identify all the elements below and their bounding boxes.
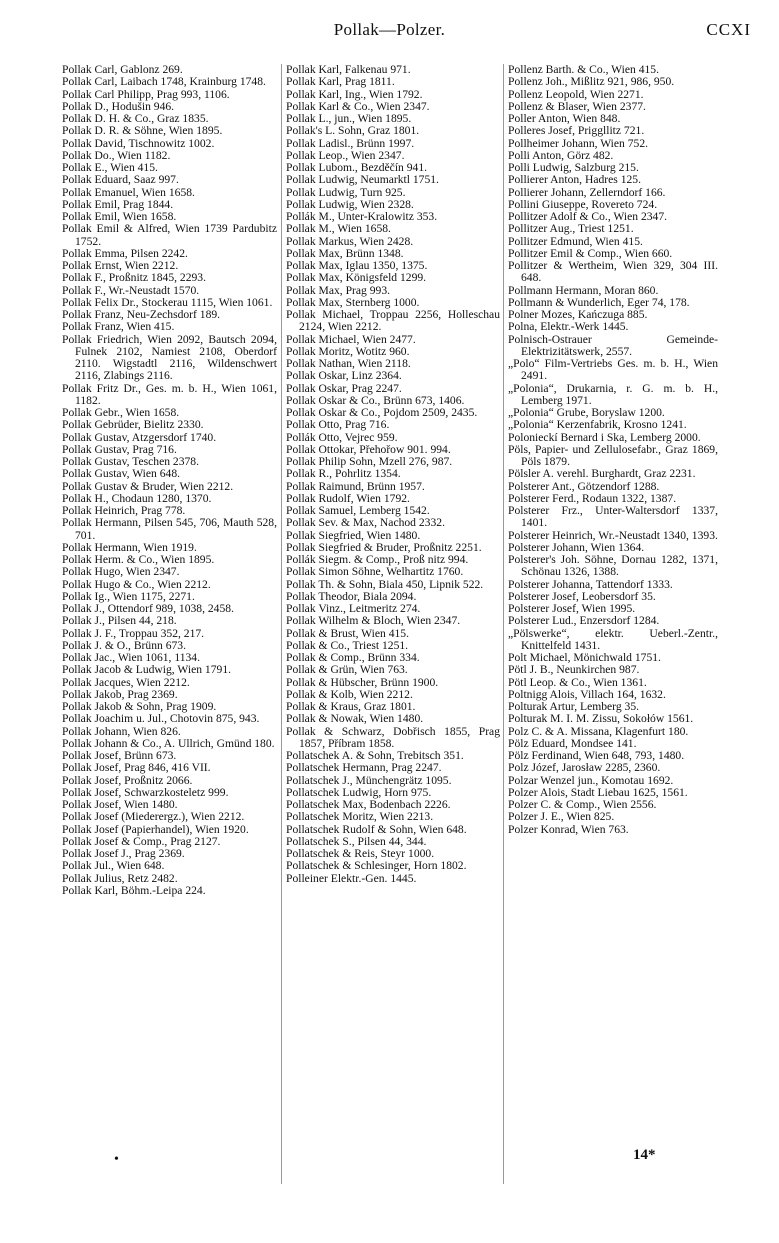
directory-entry: Pollak Oskar, Prag 2247. (286, 381, 402, 395)
directory-entry: Pollak Raimund, Brünn 1957. (286, 479, 425, 493)
directory-entry: Pollenz Leopold, Wien 2271. (508, 87, 644, 101)
directory-entry: Polsterer Ant., Götzendorf 1288. (508, 479, 660, 493)
directory-entry: Pollak & Schwarz, Dobřisch 1855, Prag 1857, Příbram 1858. (286, 724, 500, 750)
directory-entry: „Pölswerke“, elektr. Ueberl.-Zentr., Knittelfeld 1431. (508, 626, 718, 652)
directory-entry: Pollak J., Pilsen 44, 218. (62, 614, 177, 628)
directory-entry: Pollak Oskar & Co., Pojdom 2509, 2435. (286, 406, 478, 419)
directory-entry: Pollatschek & Reis, Steyr 1000. (286, 847, 435, 860)
directory-entry: Polsterer Heinrich, Wr.-Neustadt 1340, 1393. (508, 528, 718, 542)
directory-entry: Pollak Do., Wien 1182. (62, 148, 171, 162)
directory-entry: „Polonia“, Drukarnia, r. G. m. b. H., Lemberg 1971. (508, 381, 718, 407)
directory-entry: Pollak Max, Prag 993. (286, 283, 391, 297)
directory-entry: Polsterer Johanna, Tattendorf 1333. (508, 577, 673, 591)
directory-entry: Pollak Gebr., Wien 1658. (62, 406, 180, 419)
directory-entry: Pollak H., Chodaun 1280, 1370. (62, 491, 212, 505)
directory-entry: Pollak Friedrich, Wien 2092, Bautsch 2094, Fulnek 2102, Namiest 2108, Oberdorf 2110. Wigstadtl 2116, Wildenschwert 2116, Zlabings 2116. (62, 332, 277, 383)
directory-entry: Pollak Josef, Wien 1480. (62, 798, 178, 811)
directory-entry: Pollak Josef & Comp., Prag 2127. (62, 834, 221, 848)
directory-entry: Pollak Emma, Pilsen 2242. (62, 246, 188, 260)
directory-entry: Pollak D. H. & Co., Graz 1835. (62, 112, 209, 125)
directory-entry: Pollák Otto, Vejrec 959. (286, 430, 398, 444)
directory-entry: Pollak Simon Söhne, Welhartitz 1760. (286, 565, 464, 579)
directory-entry: Pollak Carl, Gablonz 269. (62, 63, 183, 76)
directory-entry: Polzer J. E., Wien 825. (508, 810, 615, 824)
signature-mark: 14* (633, 1147, 656, 1163)
directory-entry: Pollak Leop., Wien 2347. (286, 148, 405, 162)
directory-entry: Poller Anton, Wien 848. (508, 112, 621, 125)
directory-entry: Pollak & Co., Triest 1251. (286, 638, 409, 652)
directory-entry: Pollenz & Blaser, Wien 2377. (508, 99, 646, 113)
directory-entry: Pollák M., Unter-Kralowitz 353. (286, 210, 438, 223)
directory-entry: Pollak J. F., Troppau 352, 217. (62, 626, 205, 640)
directory-entry: Polsterer Ferd., Rodaun 1322, 1387. (508, 491, 677, 505)
directory-entry: Pollak Eduard, Saaz 997. (62, 173, 179, 187)
directory-entry: Pollak Sev. & Max, Nachod 2332. (286, 516, 445, 530)
directory-entry: Pollak Gustav, Teschen 2378. (62, 455, 200, 468)
directory-entry: Pollak Johann & Co., A. Ullrich, Gmünd 180. (62, 736, 275, 750)
directory-entry: Polna, Elektr.-Werk 1445. (508, 320, 629, 334)
directory-entry: Pollak & Hübscher, Brünn 1900. (286, 675, 439, 689)
directory-entry: Pollatschek Rudolf & Sohn, Wien 648. (286, 822, 467, 836)
directory-entry: Polsterer Frz., Unter-Waltersdorf 1337, 1401. (508, 504, 718, 530)
directory-entry: Pollak & Comp., Brünn 334. (286, 651, 420, 664)
column-divider (503, 64, 504, 1184)
directory-entry: Pollak Karl, Prag 1811. (286, 75, 395, 89)
directory-entry: Pollak D. R. & Söhne, Wien 1895. (62, 124, 223, 138)
directory-entry: Pollak Hermann, Wien 1919. (62, 540, 197, 554)
directory-entry: Pollak Siegfried, Wien 1480. (286, 528, 421, 542)
directory-entry: Pollak & Nowak, Wien 1480. (286, 712, 424, 726)
directory-entry: Pollak Ludwig, Wien 2328. (286, 197, 414, 211)
directory-entry: Polz C. & A. Missana, Klagenfurt 180. (508, 724, 689, 738)
directory-entry: Pollak Oskar & Co., Brünn 673, 1406. (286, 393, 465, 407)
directory-entry: Pollak Oskar, Linz 2364. (286, 369, 402, 383)
directory-entry: Pollatschek J., Münchengrätz 1095. (286, 773, 452, 787)
directory-entry: Pollak & Kolb, Wien 2212. (286, 687, 413, 701)
directory-entry: Polsterer Johann, Wien 1364. (508, 540, 645, 554)
directory-entry: Pollak F., Proßnitz 1845, 2293. (62, 271, 206, 285)
directory-entry: Polleiner Elektr.-Gen. 1445. (286, 871, 417, 885)
directory-entry: Pollak Gustav, Prag 716. (62, 442, 177, 456)
directory-entry: Pollak Michael, Troppau 2256, Holleschau 2124, Wien 2212. (286, 308, 500, 334)
directory-entry: Pollak Hermann, Pilsen 545, 706, Mauth 528, 701. (62, 516, 277, 542)
directory-entry: Pollak Philip Sohn, Mzell 276, 987. (286, 455, 453, 468)
directory-entry: Pollak Jacques, Wien 2212. (62, 675, 190, 689)
directory-entry: Polturak M. I. M. Zissu, Sokołów 1561. (508, 712, 694, 726)
directory-entry: Pollak David, Tischnowitz 1002. (62, 136, 215, 150)
directory-entry: Pollak Gustav, Wien 648. (62, 467, 181, 481)
directory-entry: Pollenz Joh., Mißlitz 921, 986, 950. (508, 75, 675, 89)
directory-entry: Pollak & Brust, Wien 415. (286, 626, 409, 640)
directory-entry: Pollak Hugo & Co., Wien 2212. (62, 577, 211, 591)
directory-entry: Pollak Max, Königsfeld 1299. (286, 271, 427, 285)
directory-entry: Polnisch-Ostrauer Gemeinde-Elektrizitätswerk, 2557. (508, 332, 718, 358)
page-number: CCXI (706, 20, 751, 39)
directory-entry: Pötl Leop. & Co., Wien 1361. (508, 675, 647, 689)
directory-entry: Pollak Emil, Wien 1658. (62, 210, 177, 223)
directory-entry: Pollierer Anton, Hadres 125. (508, 173, 641, 187)
directory-entry: Polsterer Josef, Leobersdorf 35. (508, 589, 656, 603)
directory-entry: Pollak Jac., Wien 1061, 1134. (62, 651, 200, 664)
directory-entry: Pollheimer Johann, Wien 752. (508, 136, 649, 150)
directory-entry: Pollak Karl & Co., Wien 2347. (286, 99, 430, 113)
directory-entry: Pollak Joachim u. Jul., Chotovin 875, 943. (62, 712, 260, 726)
directory-entry: Pollak Ernst, Wien 2212. (62, 259, 179, 272)
directory-entry: Pollak Emil & Alfred, Wien 1739 Pardubitz 1752. (62, 222, 277, 248)
directory-entry: Pollak Wilhelm & Bloch, Wien 2347. (286, 614, 461, 628)
directory-entry: Pollak Josef (Papierhandel), Wien 1920. (62, 822, 249, 836)
directory-entry: Pollak Gustav, Atzgersdorf 1740. (62, 430, 217, 444)
directory-entry: Polli Ludwig, Salzburg 215. (508, 161, 639, 174)
directory-entry: Pollak Ottokar, Přehořow 901. 994. (286, 442, 451, 456)
directory-entry: Pollitzer & Wertheim, Wien 329, 304 III. 648. (508, 259, 718, 285)
directory-entry: Pollak Max, Sternberg 1000. (286, 295, 420, 309)
directory-entry: Polturak Artur, Lemberg 35. (508, 700, 640, 713)
directory-entry: Polner Mozes, Kańczuga 885. (508, 308, 648, 321)
directory-entry: Pötl J. B., Neunkirchen 987. (508, 663, 640, 677)
directory-entry: Pollak M., Wien 1658. (286, 222, 391, 236)
directory-entry: Pollak Josef J., Prag 2369. (62, 847, 185, 860)
directory-entry: Pollak Max, Brünn 1348. (286, 246, 404, 260)
directory-entry: Pollitzer Adolf & Co., Wien 2347. (508, 210, 668, 223)
directory-entry: Pollini Giuseppe, Rovereto 724. (508, 197, 658, 211)
directory-entry: Pollak Ig., Wien 1175, 2271. (62, 589, 195, 603)
directory-entry: Pollak Josef (Miederergz.), Wien 2212. (62, 810, 245, 824)
directory-entry: Pollak Julius, Retz 2482. (62, 871, 178, 885)
directory-entry: Pollak Hugo, Wien 2347. (62, 565, 180, 579)
directory-entry: Pollak Herm. & Co., Wien 1895. (62, 553, 215, 566)
directory-entry: Polzer Konrad, Wien 763. (508, 822, 629, 836)
directory-entry: Pollak Franz, Wien 415. (62, 320, 175, 334)
directory-entry: Pollatschek S., Pilsen 44, 344. (286, 834, 427, 848)
directory-entry: Pollak Emil, Prag 1844. (62, 197, 174, 211)
directory-entry: Pollierer Johann, Zellerndorf 166. (508, 185, 666, 199)
directory-entry: „Polo“ Film-Vertriebs Ges. m. b. H., Wien 2491. (508, 357, 718, 383)
directory-entry: Pölz Ferdinand, Wien 648, 793, 1480. (508, 749, 685, 762)
directory-entry: Pollak Josef, Brünn 673. (62, 749, 177, 762)
directory-entry: Pollatschek Ludwig, Horn 975. (286, 785, 432, 799)
directory-entry: Pollak Gebrüder, Bielitz 2330. (62, 418, 204, 432)
directory-entry: Pollak Jakob & Sohn, Prag 1909. (62, 700, 217, 713)
directory-entry: Pollak Markus, Wien 2428. (286, 234, 414, 248)
directory-entry: Pollak Felix Dr., Stockerau 1115, Wien 1061. (62, 295, 273, 309)
directory-entry: Pollak Ladisl., Brünn 1997. (286, 136, 415, 150)
directory-entry: Pollak Karl, Böhm.-Leipa 224. (62, 883, 206, 897)
directory-entry: Pollak Gustav & Bruder, Wien 2212. (62, 479, 234, 493)
directory-entry: Pollak Franz, Neu-Zechsdorf 189. (62, 308, 221, 321)
directory-entry: Polsterer Josef, Wien 1995. (508, 602, 636, 615)
directory-entry: „Polonia“ Kerzenfabrik, Krosno 1241. (508, 418, 687, 432)
directory-entry: Pollmann & Wunderlich, Eger 74, 178. (508, 295, 690, 309)
directory-entry: Pollak Emanuel, Wien 1658. (62, 185, 195, 199)
directory-entry: Polzer C. & Comp., Wien 2556. (508, 798, 657, 811)
directory-entry: Pollak Jul., Wien 648. (62, 859, 165, 873)
directory-entry: Pollenz Barth. & Co., Wien 415. (508, 63, 659, 76)
directory-entry: Pollak Ludwig, Turn 925. (286, 185, 406, 199)
directory-entry: Pollak Karl, Ing., Wien 1792. (286, 87, 423, 101)
directory-entry: Pollitzer Emil & Comp., Wien 660. (508, 246, 673, 260)
directory-entry: Pollak Nathan, Wien 2118. (286, 357, 411, 370)
directory-entry: Pollak Josef, Proßnitz 2066. (62, 773, 193, 787)
directory-entry: Pollak Karl, Falkenau 971. (286, 63, 411, 76)
directory-entry: Pölz Eduard, Mondsee 141. (508, 736, 637, 750)
directory-entry: Pollatschek Hermann, Prag 2247. (286, 761, 442, 775)
directory-entry: Polonieckí Bernard i Ska, Lemberg 2000. (508, 430, 701, 444)
directory-entry: Pollak Heinrich, Prag 778. (62, 504, 186, 517)
directory-entry: Pollak Theodor, Biala 2094. (286, 589, 417, 603)
directory-entry: Pollak & Kraus, Graz 1801. (286, 700, 416, 713)
column-1 (62, 64, 277, 897)
directory-entry: Pollák Siegm. & Comp., Proß nitz 994. (286, 553, 469, 566)
directory-entry: Pollak F., Wr.-Neustadt 1570. (62, 283, 200, 297)
directory-entry: Polzar Wenzel jun., Komotau 1692. (508, 773, 674, 787)
directory-entry: Pollatschek & Schlesinger, Horn 1802. (286, 859, 467, 873)
directory-entry: Pollak Carl Philipp, Prag 993, 1106. (62, 87, 230, 101)
directory-entry: Polsterer Lud., Enzersdorf 1284. (508, 614, 660, 628)
directory-entry: Polleres Josef, Priggllitz 721. (508, 124, 645, 138)
directory-entry: Polt Michael, Mönichwald 1751. (508, 651, 661, 664)
directory-entry: Pollatschek Max, Bodenbach 2226. (286, 798, 451, 811)
page-header (0, 20, 779, 50)
directory-entry: Pollak Samuel, Lemberg 1542. (286, 504, 430, 517)
directory-entry: Pollak E., Wien 415. (62, 161, 158, 174)
column-3 (508, 64, 718, 836)
directory-entry: Pollak Lubom., Bezděčín 941. (286, 161, 428, 174)
directory-entry: Pölsler A. verehl. Burghardt, Graz 2231. (508, 467, 696, 481)
directory-entry: Pollak R., Pohrlitz 1354. (286, 467, 401, 481)
directory-entry: Pollak Otto, Prag 716. (286, 418, 390, 432)
directory-entry: Pollak Fritz Dr., Ges. m. b. H., Wien 1061, 1182. (62, 381, 277, 407)
directory-entry: Pollak Rudolf, Wien 1792. (286, 491, 410, 505)
directory-entry: Pollak J., Ottendorf 989, 1038, 2458. (62, 602, 234, 615)
directory-entry: Pollak Ludwig, Neumarktl 1751. (286, 173, 439, 187)
directory-entry: Pollak J. & O., Brünn 673. (62, 638, 186, 652)
directory-entry: Pollitzer Edmund, Wien 415. (508, 234, 643, 248)
running-title: Pollak—Polzer. (333, 20, 446, 39)
directory-entry: Polz Józef, Jarosław 2285, 2360. (508, 761, 661, 775)
directory-entry: Pollak Carl, Laibach 1748, Krainburg 1748. (62, 75, 266, 89)
directory-entry: Pollak Johann, Wien 826. (62, 724, 181, 738)
footer-mark: • (114, 1152, 119, 1167)
directory-entry: Pollmann Hermann, Moran 860. (508, 283, 659, 297)
directory-entry: Pollatschek Moritz, Wien 2213. (286, 810, 434, 824)
directory-entry: „Polonia“ Grube, Boryslaw 1200. (508, 406, 665, 419)
directory-entry: Pollak D., Hodušin 946. (62, 99, 175, 113)
directory-entry: Pollak Jacob & Ludwig, Wien 1791. (62, 663, 232, 677)
directory-entry: Pollatschek A. & Sohn, Trebitsch 351. (286, 749, 464, 762)
directory-entry: Pollak's L. Sohn, Graz 1801. (286, 124, 420, 138)
directory-entry: Pollak Michael, Wien 2477. (286, 332, 416, 346)
directory-entry: Poltnigg Alois, Villach 164, 1632. (508, 687, 666, 701)
directory-entry: Pollak Siegfried & Bruder, Proßnitz 2251. (286, 540, 482, 554)
directory-entry: Pollak Josef, Schwarzkosteletz 999. (62, 785, 229, 799)
directory-entry: Polzer Alois, Stadt Liebau 1625, 1561. (508, 785, 688, 799)
directory-entry: Pollak Th. & Sohn, Biala 450, Lipnik 522. (286, 577, 484, 591)
directory-entry: Pollak Vinz., Leitmeritz 274. (286, 602, 421, 615)
directory-entry: Pöls, Papier- und Zellulosefabr., Graz 1869, Pöls 1879. (508, 442, 718, 468)
directory-entry: Pollak Moritz, Wotitz 960. (286, 344, 410, 358)
directory-entry: Polsterer's Joh. Söhne, Dornau 1282, 1371, Schönau 1326, 1388. (508, 553, 718, 579)
directory-entry: Pollitzer Aug., Triest 1251. (508, 222, 634, 236)
directory-entry: Pollak & Grün, Wien 763. (286, 663, 408, 677)
directory-entry: Pollak L., jun., Wien 1895. (286, 112, 412, 125)
directory-entry: Pollak Max, Iglau 1350, 1375. (286, 259, 428, 272)
column-divider (281, 64, 282, 1184)
directory-entry: Pollak Josef, Prag 846, 416 VII. (62, 761, 211, 775)
column-2 (286, 64, 500, 885)
directory-entry: Polli Anton, Görz 482. (508, 148, 614, 162)
directory-entry: Pollak Jakob, Prag 2369. (62, 687, 178, 701)
